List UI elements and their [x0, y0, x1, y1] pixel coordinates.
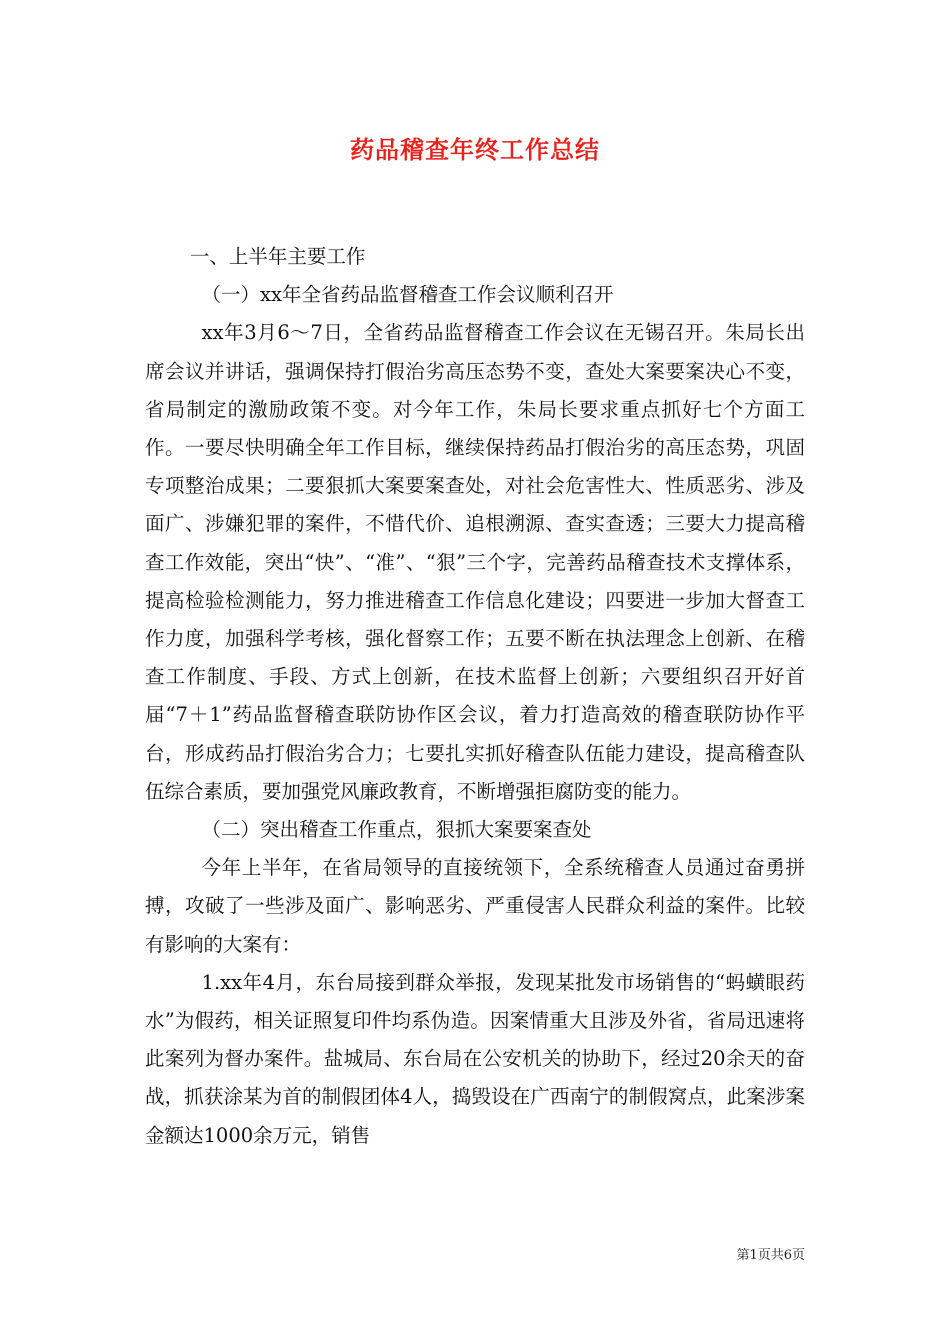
case-1-paragraph: 1.xx年4月，东台局接到群众举报，发现某批发市场销售的“蚂蟥眼药水”为假药，相关证照复印件均系伪造。因案情重大且涉及外省，省局迅速将此案列为督办案件。盐城局、东台局在公安机关的协助下，经过20余天的奋战，抓获涂某为首的制假团体4人，捣毁设在广西南宁的制假窝点，此案涉案金额达1000余万元，销售 [145, 970, 805, 1147]
section-1-paragraph: xx年3月6～7日，全省药品监督稽查工作会议在无锡召开。朱局长出席会议并讲话，强调保持打假治劣高压态势不变，查处大案要案决心不变，省局制定的激励政策不变。对今年工作，朱局长要求重点抓好七个方面工作。一要尽快明确全年工作目标，继续保持药品打假治劣的高压态势，巩固专项整治成果；二要狠抓大案要案查处，对社会危害性大、性质恶劣、涉及面广、涉嫌犯罪的案件，不惜代价、追根溯源、查实查透；三要大力提高稽查工作效能，突出“快”、“准”、“狠”三个字，完善药品稽查技术支撑体系，提高检验检测能力，努力推进稽查工作信息化建设；四要进一步加大督查工作力度，加强科学考核，强化督察工作；五要不断在执法理念上创新、在稽查工作制度、手段、方式上创新，在技术监督上创新；六要组织召开好首届“7＋1”药品监督稽查联防协作区会议，着力打造高效的稽查联防协作平台，形成药品打假治劣合力；七要扎实抓好稽查队伍能力建设，提高稽查队伍综合素质，要加强党风廉政教育，不断增强拒腐防变的能力。 [145, 321, 805, 803]
page-indicator: 第1页共6页 [736, 1248, 805, 1263]
section-2-title: （二）突出稽查工作重点，狠抓大案要案查处 [201, 818, 592, 842]
document-title: 药品稽查年终工作总结 [350, 135, 600, 164]
document-body [145, 238, 805, 1155]
heading-first-half-work: 一、上半年主要工作 [189, 245, 366, 268]
section-1-title: （一）xx年全省药品监督稽查工作会议顺利召开 [201, 283, 614, 307]
section-2-paragraph: 今年上半年，在省局领导的直接统领下，全系统稽查人员通过奋勇拼搏，攻破了一些涉及面广、影响恶劣、严重侵害人民群众利益的案件。比较有影响的大案有： [145, 856, 805, 956]
